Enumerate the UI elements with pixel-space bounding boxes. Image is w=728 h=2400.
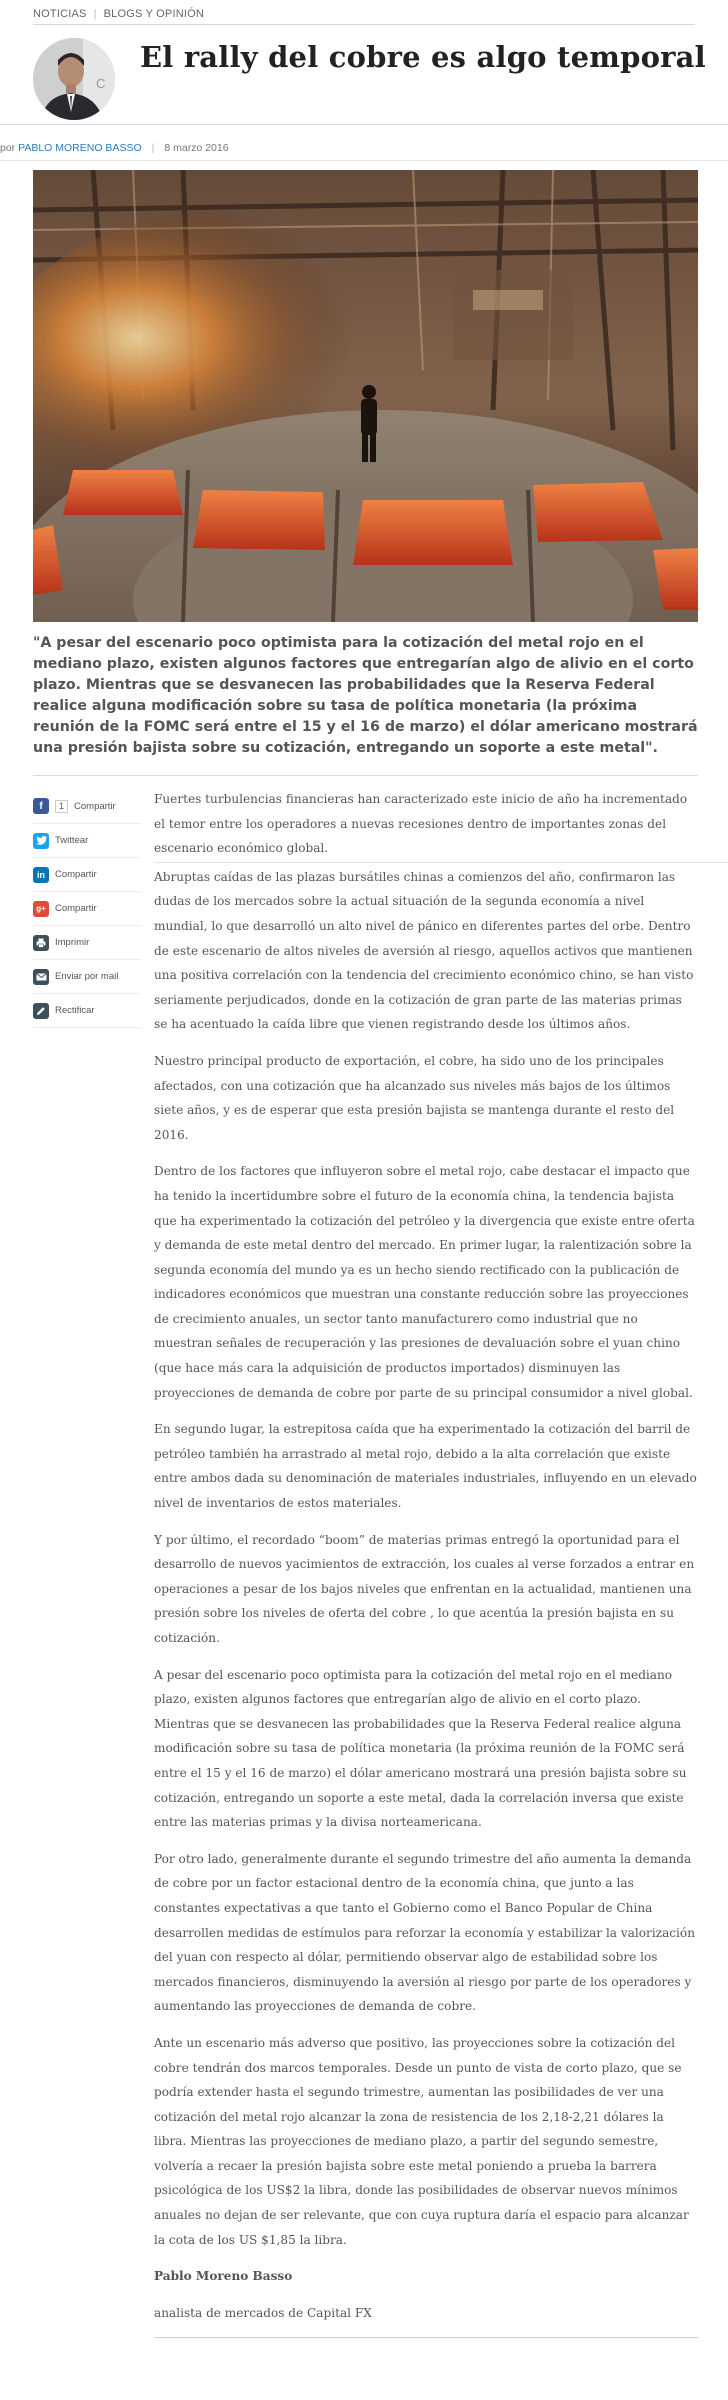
svg-text:C: C — [96, 76, 106, 91]
author-avatar — [33, 38, 115, 120]
share-facebook[interactable] — [33, 789, 141, 824]
share-googleplus[interactable] — [33, 892, 141, 926]
share-email[interactable] — [33, 960, 141, 994]
article-paragraph: Y por último, el recordado “boom” de materias primas entregó la oportunidad para el desarrollo de nuevos yacimientos de extracción, los cuales al verse forzados a entrar en operaciones a pesar de los bajos niveles que enfrentan en la actualidad, mantienen una presión sobre los niveles de oferta del cobre , lo que acentúa la presión bajista en su cotización. — [154, 1532, 695, 1645]
article-paragraph: Por otro lado, generalmente durante el segundo trimestre del año aumenta la demanda de cobre por un factor estacional dentro de la economía china, que junto a las constantes expectativas a que tanto el Gobierno como el Banco Popular de China desarrollen medidas de estímulos para reforzar la economía y estabilizar la valorización del yuan con respecto al dólar, permitiendo observar algo de estabilidad sobre los mercados financieros, disminuyendo la aversión al riesgo por parte de los operadores y aumentando las proyecciones de demanda de cobre. — [154, 1851, 695, 2014]
header-divider — [0, 124, 728, 125]
signature-name: Pablo Moreno Basso — [154, 2269, 293, 2284]
author-link[interactable]: PABLO MORENO BASSO — [18, 142, 142, 154]
quote-divider — [33, 775, 698, 776]
facebook-icon: f — [33, 798, 49, 814]
pull-quote: "A pesar del escenario poco optimista para la cotización del metal rojo en el mediano plazo, existen algunos factores que entregarían algo de alivio en el corto plazo. Mientras que se desvanecen las probabilidades que la Reserva Federal realice alguna modificación sobre su tasa de política monetaria (la próxima reunión de la FOMC será entre el 15 y el 16 de marzo) el dólar americano mostrará una presión bajista sobre su cotización, entregando un soporte a este metal". — [33, 635, 698, 756]
share-linkedin-label: Compartir — [55, 869, 97, 880]
share-googleplus-label: Compartir — [55, 903, 97, 914]
article-paragraph: Abruptas caídas de las plazas bursátiles chinas a comienzos del año, confirmaron las dudas de los mercados sobre la actual situación de la segunda economía a nivel mundial, lo que desarrolló un alto nivel de pánico en diferentes partes del orbe. Dentro de este escenario de altos niveles de aversión al riesgo, aquellos activos que mantienen una positiva correlación con la tendencia del crecimiento económico chino, se han visto seriamente perjudicados, donde en la cotización de gran parte de las materias primas se ha acentuado la caída libre que vienen registrando desde los últimos años. — [154, 869, 694, 1032]
share-sidebar — [33, 789, 141, 1028]
nav-blogs-opinion[interactable]: BLOGS Y OPINIÓN — [103, 8, 205, 20]
lead-divider — [154, 862, 728, 863]
top-nav — [33, 8, 204, 20]
share-correct[interactable] — [33, 994, 141, 1028]
hero-image — [33, 170, 698, 622]
nav-divider — [33, 24, 695, 25]
article-end-divider — [154, 2337, 698, 2338]
byline-prefix: por — [0, 142, 16, 154]
share-twitter[interactable] — [33, 824, 141, 858]
nav-separator: | — [93, 8, 97, 20]
signature-role: analista de mercados de Capital FX — [154, 2305, 372, 2320]
print-icon — [33, 935, 49, 951]
article-paragraph: Dentro de los factores que influyeron sobre el metal rojo, cabe destacar el impacto que ha tenido la incertidumbre sobre el futuro de la economía china, la tendencia bajista que ha experimentado la cotización del petróleo y la divergencia que existe entre oferta y demanda de este metal dentro del mercado. En primer lugar, la ralentización sobre la segunda economía del mundo ya es un hecho siendo rectificado con la publicación de indicadores económicos que muestran una constante reducción sobre las proyecciones de crecimiento anuales, un sector tanto manufacturero como industrial que no muestran señales de recuperación y las presiones de devaluación sobre el yuan chino (que hace más cara la adquisición de productos importados) disminuyen las proyecciones de demanda de cobre por parte de su principal consumidor a nivel global. — [154, 1164, 695, 1400]
share-print-label: Imprimir — [55, 937, 90, 948]
publish-date: 8 marzo 2016 — [164, 142, 229, 154]
article-paragraph: A pesar del escenario poco optimista para la cotización del metal rojo en el mediano plazo, existen algunos factores que entregarían algo de alivio en el corto plazo. Mientras que se desvanecen las probabilidades que la Reserva Federal realice alguna modificación sobre su tasa de política monetaria (la próxima reunión de la FOMC será entre el 15 y el 16 de marzo) el dólar americano mostrará una presión bajista sobre su cotización, entregando un soporte a este metal, dada la correlación inversa que existe entre las materias primas y la divisa norteamericana. — [154, 1667, 687, 1830]
article-body — [154, 787, 698, 2338]
twitter-icon — [33, 833, 49, 849]
byline-divider — [0, 160, 728, 161]
article-title: El rally del cobre es algo temporal — [140, 40, 706, 74]
share-correct-label: Rectificar — [55, 1005, 95, 1016]
byline — [0, 142, 229, 154]
article-paragraph: Nuestro principal producto de exportación, el cobre, ha sido uno de los principales afectados, con una cotización que ha alcanzado sus niveles más bajos de los últimos siete años, y es de esperar que esta presión bajista se mantenga durante el resto del 2016. — [154, 1053, 675, 1142]
article-paragraph: En segundo lugar, la estrepitosa caída que ha experimentado la cotización del barril de petróleo también ha arrastrado al metal rojo, debido a la alta correlación que existe entre ambos dada su denominación de materiales industriales, influyendo en un elevado nivel de inventarios de estos materiales. — [154, 1422, 697, 1511]
googleplus-icon: g+ — [33, 901, 49, 917]
facebook-share-count: 1 — [55, 800, 68, 813]
share-facebook-label: Compartir — [74, 800, 116, 812]
email-icon — [33, 969, 49, 985]
pencil-icon — [33, 1003, 49, 1019]
byline-separator: | — [151, 142, 155, 154]
linkedin-icon: in — [33, 867, 49, 883]
article-paragraph: Ante un escenario más adverso que positivo, las proyecciones sobre la cotización del cobre tendrán dos marcos temporales. Desde un punto de vista de corto plazo, que se podría extender hasta el segundo trimestre, aumentan las posibilidades de ver una cotización del metal rojo alcanzar la zona de resistencia de los 2,18-2,21 dólares la libra. Mientras las proyecciones de mediano plazo, a partir del segundo semestre, volvería a recaer la presión bajista sobre este metal poniendo a prueba la barrera psicológica de los US$2 la libra, donde las posibilidades de observar nuevos mínimos anuales no dejan de ser relevante, que con cuya ruptura daría el espacio para alcanzar la cota de los US $1,85 la libra. — [154, 2035, 689, 2247]
share-email-label: Enviar por mail — [55, 971, 119, 982]
share-twitter-label: Twittear — [55, 835, 89, 846]
article-lead: Fuertes turbulencias financieras han caracterizado este inicio de año ha incrementado el temor entre los operadores a nuevas recesiones dentro de importantes zonas del escenario económico global. — [154, 792, 688, 856]
share-print[interactable] — [33, 926, 141, 960]
share-linkedin[interactable] — [33, 858, 141, 892]
nav-noticias[interactable]: NOTICIAS — [33, 8, 87, 20]
